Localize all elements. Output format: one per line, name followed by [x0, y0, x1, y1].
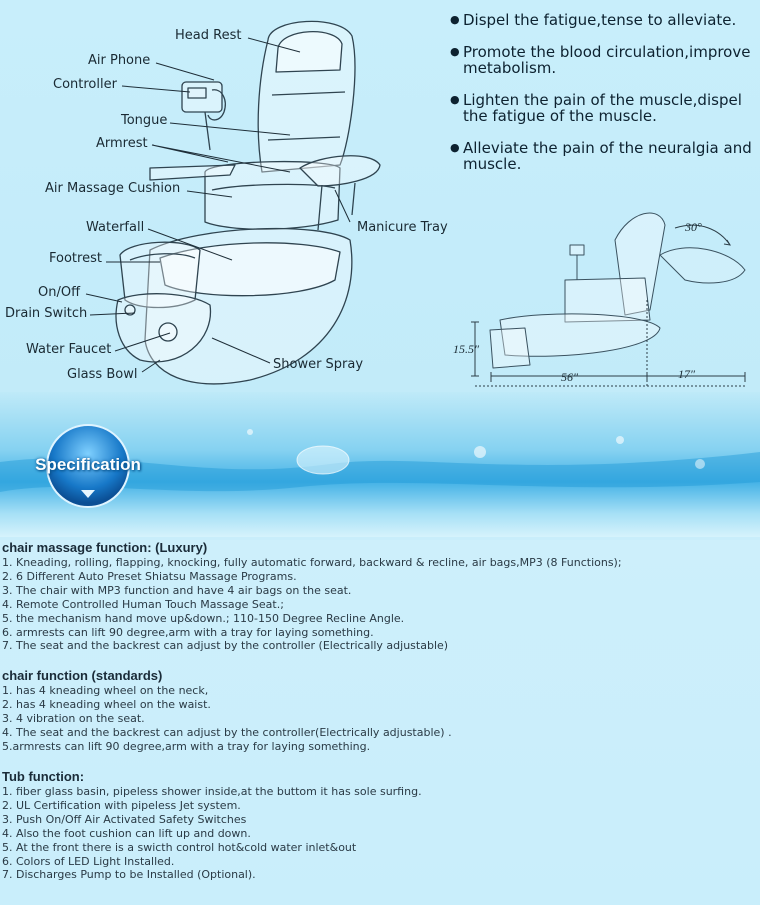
list-item: 5.armrests can lift 90 degree,arm with a tray for laying something. [2, 739, 371, 753]
list-item: 1. fiber glass basin, pipeless shower inside,at the buttom it has sole surfing. [2, 785, 422, 798]
list-item: 3. The chair with MP3 function and have 4 air bags on the seat. [2, 583, 352, 597]
benefit-item: ● Alleviate the pain of the neuralgia and muscle. [450, 140, 755, 172]
benefit-item: ● Dispel the fatigue,tense to alleviate. [450, 12, 755, 28]
label-footrest: Footrest [49, 251, 102, 266]
height-dimension-label: 15.5″ [453, 342, 479, 356]
section-title: chair function (standards) [2, 668, 163, 683]
section-chair-massage-function [2, 540, 622, 653]
list-item: 5. the mechanism hand move up&down.; 110-150 Degree Recline Angle. [2, 611, 405, 625]
section-title: chair massage function: (Luxury) [2, 540, 208, 555]
list-item: 3. Push On/Off Air Activated Safety Switches [2, 812, 247, 826]
specification-title: Specification [35, 455, 141, 474]
label-head-rest: Head Rest [175, 28, 242, 43]
label-armrest: Armrest [96, 136, 148, 151]
dimension-drawing [445, 200, 755, 399]
benefit-item: ● Lighten the pain of the muscle,dispel the fatigue of the muscle. [450, 92, 755, 124]
list-item: 6. Colors of LED Light Installed. [2, 854, 175, 868]
label-controller: Controller [53, 77, 117, 92]
list-item: 4. Remote Controlled Human Touch Massage Seat.; [2, 597, 284, 611]
list-item: 1. Kneading, rolling, flapping, knocking, fully automatic forward, backward & recline, air bags,MP3 (8 Functions); [2, 556, 622, 569]
section-title: Tub function: [2, 769, 85, 784]
pedicure-chair-illustration [0, 0, 440, 395]
list-item: 3. 4 vibration on the seat. [2, 711, 145, 725]
recline-dimension-label: 17″ [678, 367, 695, 381]
list-item: 6. armrests can lift 90 degree,arm with a tray for laying something. [2, 625, 374, 639]
list-item: 7. Discharges Pump to be Installed (Optional). [2, 868, 256, 882]
label-manicure-tray: Manicure Tray [357, 220, 448, 235]
list-item: 4. The seat and the backrest can adjust by the controller(Electrically adjustable) . [2, 725, 452, 739]
specification-content [0, 540, 760, 905]
product-diagram-panel [0, 0, 760, 400]
recline-angle-label: 30° [685, 220, 702, 234]
label-waterfall: Waterfall [86, 220, 145, 235]
section-tub-function [2, 769, 422, 882]
list-item: 7. The seat and the backrest can adjust by the controller (Electrically adjustable) [2, 639, 449, 653]
list-item: 2. has 4 kneading wheel on the waist. [2, 697, 211, 711]
section-chair-function-standards [2, 668, 452, 754]
benefit-item: ● Promote the blood circulation,improve metabolism. [450, 44, 755, 76]
label-shower-spray: Shower Spray [273, 357, 364, 372]
list-item: 2. 6 Different Auto Preset Shiatsu Massage Programs. [2, 569, 297, 583]
length-dimension-label: 56″ [561, 370, 578, 384]
label-glass-bowl: Glass Bowl [67, 367, 138, 382]
label-tongue: Tongue [121, 113, 168, 128]
label-water-faucet: Water Faucet [26, 342, 112, 357]
side-view-chair-icon [445, 200, 755, 395]
list-item: 1. has 4 kneading wheel on the neck, [2, 684, 209, 697]
label-on-off: On/Off [38, 285, 81, 300]
list-item: 4. Also the foot cushion can lift up and down. [2, 826, 251, 840]
list-item: 5. At the front there is a swicth control hot&cold water inlet&out [2, 840, 357, 854]
list-item: 2. UL Certification with pipeless Jet system. [2, 798, 241, 812]
label-air-phone: Air Phone [88, 53, 151, 68]
benefits-list [450, 12, 755, 188]
label-air-massage-cushion: Air Massage Cushion [45, 181, 181, 196]
label-drain-switch: Drain Switch [5, 306, 88, 321]
